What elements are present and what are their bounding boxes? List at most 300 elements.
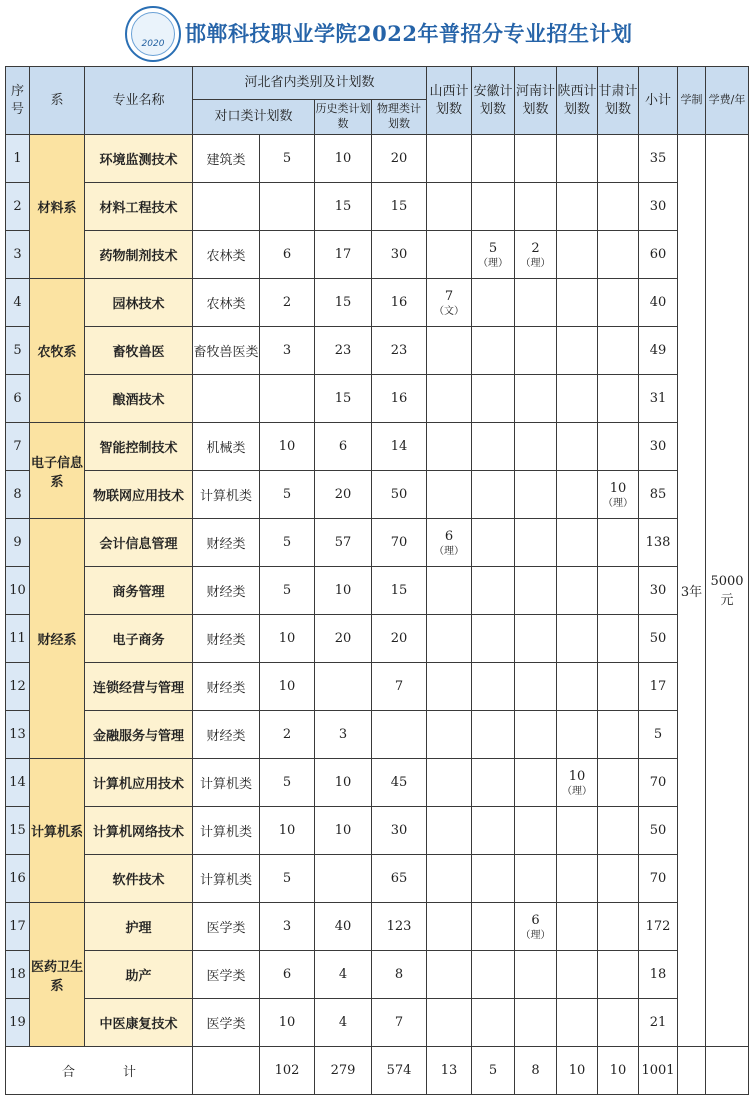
- physics-count: [372, 711, 427, 759]
- duikou-count: 3: [260, 903, 315, 951]
- shanxi-count: [427, 903, 472, 951]
- physics-count: 16: [372, 375, 427, 423]
- gansu-count: [598, 711, 639, 759]
- duikou-category: 财经类: [193, 567, 260, 615]
- shaanxi-count: [557, 999, 598, 1047]
- col-header-hebei: 河北省内类别及计划数: [193, 67, 427, 100]
- anhui-count: [472, 471, 515, 519]
- history-count: 3: [315, 711, 372, 759]
- duikou-count: 2: [260, 711, 315, 759]
- duikou-count: 6: [260, 951, 315, 999]
- logo-year-text: 2020: [141, 39, 165, 49]
- table-row: [6, 423, 749, 471]
- henan-count: [515, 375, 557, 423]
- shaanxi-count: [557, 615, 598, 663]
- henan-count: [515, 999, 557, 1047]
- table-row: [6, 615, 749, 663]
- shaanxi-count: [557, 423, 598, 471]
- total-shaanxi: 10: [557, 1047, 598, 1095]
- major-name: 环境监测技术: [85, 135, 193, 183]
- henan-value: 6: [531, 912, 540, 928]
- physics-count: 7: [372, 999, 427, 1047]
- col-header-henan: 河南计划数: [515, 67, 557, 135]
- physics-count: 20: [372, 135, 427, 183]
- shanxi-count: [427, 423, 472, 471]
- major-name: 软件技术: [85, 855, 193, 903]
- duikou-category: 农林类: [193, 279, 260, 327]
- gansu-count: [598, 999, 639, 1047]
- row-subtotal: 30: [639, 183, 678, 231]
- history-count: 4: [315, 951, 372, 999]
- row-index: 13: [6, 711, 30, 759]
- history-count: [315, 855, 372, 903]
- total-physics: 574: [372, 1047, 427, 1095]
- table-row: [6, 759, 749, 807]
- duikou-count: 3: [260, 327, 315, 375]
- shanxi-count: [427, 183, 472, 231]
- major-name: 商务管理: [85, 567, 193, 615]
- major-name: 园林技术: [85, 279, 193, 327]
- duikou-count: 5: [260, 759, 315, 807]
- history-count: 15: [315, 183, 372, 231]
- major-name: 金融服务与管理: [85, 711, 193, 759]
- major-name: 智能控制技术: [85, 423, 193, 471]
- physics-count: 15: [372, 567, 427, 615]
- duikou-count: 2: [260, 279, 315, 327]
- dept-cell: 医药卫生系: [30, 903, 85, 1047]
- anhui-count: [472, 807, 515, 855]
- col-header-shanxi: 山西计划数: [427, 67, 472, 135]
- duikou-category: 医学类: [193, 999, 260, 1047]
- enrollment-plan-table: [5, 66, 749, 1095]
- table-body: [6, 135, 749, 1047]
- row-index: 14: [6, 759, 30, 807]
- history-count: 10: [315, 135, 372, 183]
- anhui-count: [472, 327, 515, 375]
- physics-count: 30: [372, 231, 427, 279]
- henan-count: [515, 807, 557, 855]
- henan-count: [515, 471, 557, 519]
- row-index: 7: [6, 423, 30, 471]
- anhui-count: [472, 855, 515, 903]
- row-index: 8: [6, 471, 30, 519]
- major-name: 畜牧兽医: [85, 327, 193, 375]
- history-count: 15: [315, 279, 372, 327]
- history-count: 20: [315, 615, 372, 663]
- duikou-count: 5: [260, 471, 315, 519]
- henan-count: [515, 711, 557, 759]
- physics-count: 16: [372, 279, 427, 327]
- duikou-category: 医学类: [193, 951, 260, 999]
- total-henan: 8: [515, 1047, 557, 1095]
- duikou-category: 农林类: [193, 231, 260, 279]
- dept-cell: 农牧系: [30, 279, 85, 423]
- shaanxi-count: [557, 759, 598, 807]
- duikou-count: [260, 375, 315, 423]
- duikou-category: 财经类: [193, 711, 260, 759]
- major-name: 酿酒技术: [85, 375, 193, 423]
- history-count: 20: [315, 471, 372, 519]
- gansu-count: [598, 279, 639, 327]
- col-header-physics: 物理类计划数: [372, 100, 427, 135]
- duikou-count: 10: [260, 999, 315, 1047]
- total-gansu: 10: [598, 1047, 639, 1095]
- shanxi-count: [427, 711, 472, 759]
- row-index: 10: [6, 567, 30, 615]
- anhui-count: [472, 999, 515, 1047]
- shaanxi-count: [557, 855, 598, 903]
- table-row: [6, 951, 749, 999]
- col-header-history: 历史类计划数: [315, 100, 372, 135]
- row-index: 16: [6, 855, 30, 903]
- duikou-category: 财经类: [193, 519, 260, 567]
- duikou-count: 10: [260, 615, 315, 663]
- shaanxi-count: [557, 807, 598, 855]
- shanxi-note: （文）: [434, 305, 465, 317]
- henan-count: [515, 327, 557, 375]
- henan-count: [515, 615, 557, 663]
- duikou-category: 建筑类: [193, 135, 260, 183]
- anhui-count: [472, 711, 515, 759]
- henan-count: [515, 279, 557, 327]
- duikou-count: 5: [260, 519, 315, 567]
- row-subtotal: 70: [639, 855, 678, 903]
- row-subtotal: 18: [639, 951, 678, 999]
- gansu-count: [598, 567, 639, 615]
- total-duikou: 102: [260, 1047, 315, 1095]
- duikou-category: 机械类: [193, 423, 260, 471]
- row-index: 11: [6, 615, 30, 663]
- duikou-category: 计算机类: [193, 855, 260, 903]
- anhui-count: [472, 279, 515, 327]
- shanxi-count: [427, 519, 472, 567]
- physics-count: 14: [372, 423, 427, 471]
- gansu-value: 10: [609, 480, 627, 496]
- major-name: 中医康复技术: [85, 999, 193, 1047]
- duikou-category: 计算机类: [193, 759, 260, 807]
- total-history: 279: [315, 1047, 372, 1095]
- gansu-count: [598, 807, 639, 855]
- gansu-count: [598, 327, 639, 375]
- gansu-count: [598, 135, 639, 183]
- duikou-count: 5: [260, 135, 315, 183]
- table-row: [6, 711, 749, 759]
- table-row: [6, 663, 749, 711]
- major-name: 计算机网络技术: [85, 807, 193, 855]
- row-index: 15: [6, 807, 30, 855]
- history-count: 17: [315, 231, 372, 279]
- dept-cell: 计算机系: [30, 759, 85, 903]
- total-anhui: 5: [472, 1047, 515, 1095]
- gansu-count: [598, 951, 639, 999]
- shanxi-count: [427, 663, 472, 711]
- henan-value: 2: [531, 240, 540, 256]
- col-header-dept: 系: [30, 67, 85, 135]
- shanxi-count: [427, 327, 472, 375]
- henan-count: [515, 903, 557, 951]
- row-subtotal: 5: [639, 711, 678, 759]
- page-title: 邯郸科技职业学院2022年普招分专业招生计划: [185, 21, 633, 46]
- duikou-category: 财经类: [193, 663, 260, 711]
- fee-cell: 5000元: [706, 135, 749, 1047]
- shaanxi-count: [557, 663, 598, 711]
- col-header-xuezhi: 学制: [678, 67, 706, 135]
- row-subtotal: 40: [639, 279, 678, 327]
- shanxi-count: [427, 615, 472, 663]
- physics-count: 23: [372, 327, 427, 375]
- physics-count: 45: [372, 759, 427, 807]
- history-count: 15: [315, 375, 372, 423]
- table-row: [6, 279, 749, 327]
- major-name: 会计信息管理: [85, 519, 193, 567]
- anhui-count: [472, 519, 515, 567]
- shanxi-count: [427, 807, 472, 855]
- duikou-count: 10: [260, 423, 315, 471]
- major-name: 护理: [85, 903, 193, 951]
- shaanxi-count: [557, 951, 598, 999]
- row-index: 17: [6, 903, 30, 951]
- shanxi-count: [427, 231, 472, 279]
- gansu-count: [598, 231, 639, 279]
- row-subtotal: 172: [639, 903, 678, 951]
- table-row: [6, 327, 749, 375]
- duikou-category: 畜牧兽医类: [193, 327, 260, 375]
- gansu-count: [598, 663, 639, 711]
- shanxi-value: 7: [444, 288, 454, 304]
- row-index: 5: [6, 327, 30, 375]
- henan-count: [515, 951, 557, 999]
- duikou-category: [193, 183, 260, 231]
- shaanxi-count: [557, 375, 598, 423]
- table-row: [6, 903, 749, 951]
- major-name: 计算机应用技术: [85, 759, 193, 807]
- shaanxi-count: [557, 567, 598, 615]
- shaanxi-count: [557, 711, 598, 759]
- duikou-category: [193, 375, 260, 423]
- history-count: [315, 663, 372, 711]
- table-row: [6, 519, 749, 567]
- row-subtotal: 50: [639, 615, 678, 663]
- shanxi-count: [427, 999, 472, 1047]
- henan-count: [515, 663, 557, 711]
- henan-count: [515, 231, 557, 279]
- table-row: [6, 471, 749, 519]
- shanxi-count: [427, 279, 472, 327]
- anhui-count: [472, 903, 515, 951]
- major-name: 连锁经营与管理: [85, 663, 193, 711]
- henan-count: [515, 759, 557, 807]
- shanxi-value: 6: [444, 528, 454, 544]
- row-subtotal: 21: [639, 999, 678, 1047]
- shanxi-count: [427, 759, 472, 807]
- history-count: 10: [315, 807, 372, 855]
- shaanxi-note: （理）: [562, 785, 593, 797]
- table-row: [6, 375, 749, 423]
- totals-row: [6, 1047, 749, 1095]
- row-subtotal: 70: [639, 759, 678, 807]
- shaanxi-count: [557, 231, 598, 279]
- row-index: 1: [6, 135, 30, 183]
- table-row: [6, 135, 749, 183]
- college-seal-icon: [125, 6, 181, 62]
- row-subtotal: 49: [639, 327, 678, 375]
- row-subtotal: 31: [639, 375, 678, 423]
- shaanxi-count: [557, 471, 598, 519]
- henan-count: [515, 855, 557, 903]
- physics-count: 30: [372, 807, 427, 855]
- col-header-fee: 学费/年: [706, 67, 749, 135]
- gansu-note: （理）: [603, 497, 634, 509]
- henan-count: [515, 423, 557, 471]
- gansu-count: [598, 903, 639, 951]
- anhui-count: [472, 663, 515, 711]
- shanxi-count: [427, 471, 472, 519]
- anhui-count: [472, 183, 515, 231]
- table-row: [6, 855, 749, 903]
- history-count: 10: [315, 759, 372, 807]
- duikou-category: 医学类: [193, 903, 260, 951]
- physics-count: 7: [372, 663, 427, 711]
- col-header-subtotal: 小计: [639, 67, 678, 135]
- row-subtotal: 30: [639, 423, 678, 471]
- duikou-count: 6: [260, 231, 315, 279]
- henan-count: [515, 135, 557, 183]
- row-index: 6: [6, 375, 30, 423]
- henan-note: （理）: [520, 257, 551, 269]
- history-count: 6: [315, 423, 372, 471]
- major-name: 电子商务: [85, 615, 193, 663]
- row-index: 18: [6, 951, 30, 999]
- total-subtotal: 1001: [639, 1047, 678, 1095]
- row-subtotal: 60: [639, 231, 678, 279]
- major-name: 物联网应用技术: [85, 471, 193, 519]
- table-row: [6, 183, 749, 231]
- duikou-count: 10: [260, 807, 315, 855]
- henan-count: [515, 183, 557, 231]
- total-shanxi: 13: [427, 1047, 472, 1095]
- row-subtotal: 17: [639, 663, 678, 711]
- henan-note: （理）: [520, 929, 551, 941]
- duikou-category: 计算机类: [193, 807, 260, 855]
- anhui-count: [472, 135, 515, 183]
- physics-count: 8: [372, 951, 427, 999]
- dept-cell: 材料系: [30, 135, 85, 279]
- col-header-major: 专业名称: [85, 67, 193, 135]
- row-subtotal: 30: [639, 567, 678, 615]
- shanxi-count: [427, 567, 472, 615]
- anhui-count: [472, 951, 515, 999]
- physics-count: 50: [372, 471, 427, 519]
- physics-count: 70: [372, 519, 427, 567]
- shaanxi-count: [557, 903, 598, 951]
- gansu-count: [598, 615, 639, 663]
- history-count: 57: [315, 519, 372, 567]
- anhui-count: [472, 231, 515, 279]
- shaanxi-count: [557, 519, 598, 567]
- gansu-count: [598, 423, 639, 471]
- history-count: 10: [315, 567, 372, 615]
- shanxi-count: [427, 135, 472, 183]
- history-count: 23: [315, 327, 372, 375]
- gansu-count: [598, 519, 639, 567]
- henan-count: [515, 567, 557, 615]
- anhui-count: [472, 615, 515, 663]
- henan-count: [515, 519, 557, 567]
- anhui-count: [472, 375, 515, 423]
- table-row: [6, 567, 749, 615]
- dept-cell: 电子信息系: [30, 423, 85, 519]
- shaanxi-value: 10: [568, 768, 586, 784]
- anhui-count: [472, 423, 515, 471]
- col-header-gansu: 甘肃计划数: [598, 67, 639, 135]
- shaanxi-count: [557, 135, 598, 183]
- anhui-value: 5: [488, 240, 498, 256]
- gansu-count: [598, 855, 639, 903]
- shaanxi-count: [557, 183, 598, 231]
- xuezhi-cell: 3年: [678, 135, 706, 1047]
- row-index: 2: [6, 183, 30, 231]
- table-row: [6, 807, 749, 855]
- row-subtotal: 85: [639, 471, 678, 519]
- anhui-note: （理）: [478, 257, 509, 269]
- anhui-count: [472, 759, 515, 807]
- col-header-duikou: 对口类计划数: [193, 100, 315, 135]
- gansu-count: [598, 471, 639, 519]
- totals-label: 合计: [61, 1065, 184, 1080]
- row-subtotal: 138: [639, 519, 678, 567]
- shanxi-count: [427, 855, 472, 903]
- col-header-anhui: 安徽计划数: [472, 67, 515, 135]
- gansu-count: [598, 183, 639, 231]
- row-index: 9: [6, 519, 30, 567]
- duikou-count: [260, 183, 315, 231]
- row-index: 4: [6, 279, 30, 327]
- shanxi-count: [427, 375, 472, 423]
- gansu-count: [598, 375, 639, 423]
- col-header-index: 序号: [6, 67, 30, 135]
- shaanxi-count: [557, 279, 598, 327]
- gansu-count: [598, 759, 639, 807]
- table-row: [6, 999, 749, 1047]
- duikou-count: 5: [260, 567, 315, 615]
- duikou-count: 10: [260, 663, 315, 711]
- major-name: 材料工程技术: [85, 183, 193, 231]
- col-header-shaanxi: 陕西计划数: [557, 67, 598, 135]
- page-header: [0, 0, 750, 66]
- history-count: 4: [315, 999, 372, 1047]
- duikou-count: 5: [260, 855, 315, 903]
- row-index: 19: [6, 999, 30, 1047]
- major-name: 药物制剂技术: [85, 231, 193, 279]
- shaanxi-count: [557, 327, 598, 375]
- physics-count: 65: [372, 855, 427, 903]
- row-subtotal: 50: [639, 807, 678, 855]
- row-subtotal: 35: [639, 135, 678, 183]
- duikou-category: 计算机类: [193, 471, 260, 519]
- dept-cell: 财经系: [30, 519, 85, 759]
- row-index: 3: [6, 231, 30, 279]
- physics-count: 123: [372, 903, 427, 951]
- shanxi-count: [427, 951, 472, 999]
- duikou-category: 财经类: [193, 615, 260, 663]
- row-index: 12: [6, 663, 30, 711]
- physics-count: 15: [372, 183, 427, 231]
- anhui-count: [472, 567, 515, 615]
- shanxi-note: （理）: [434, 545, 465, 557]
- physics-count: 20: [372, 615, 427, 663]
- table-row: [6, 231, 749, 279]
- history-count: 40: [315, 903, 372, 951]
